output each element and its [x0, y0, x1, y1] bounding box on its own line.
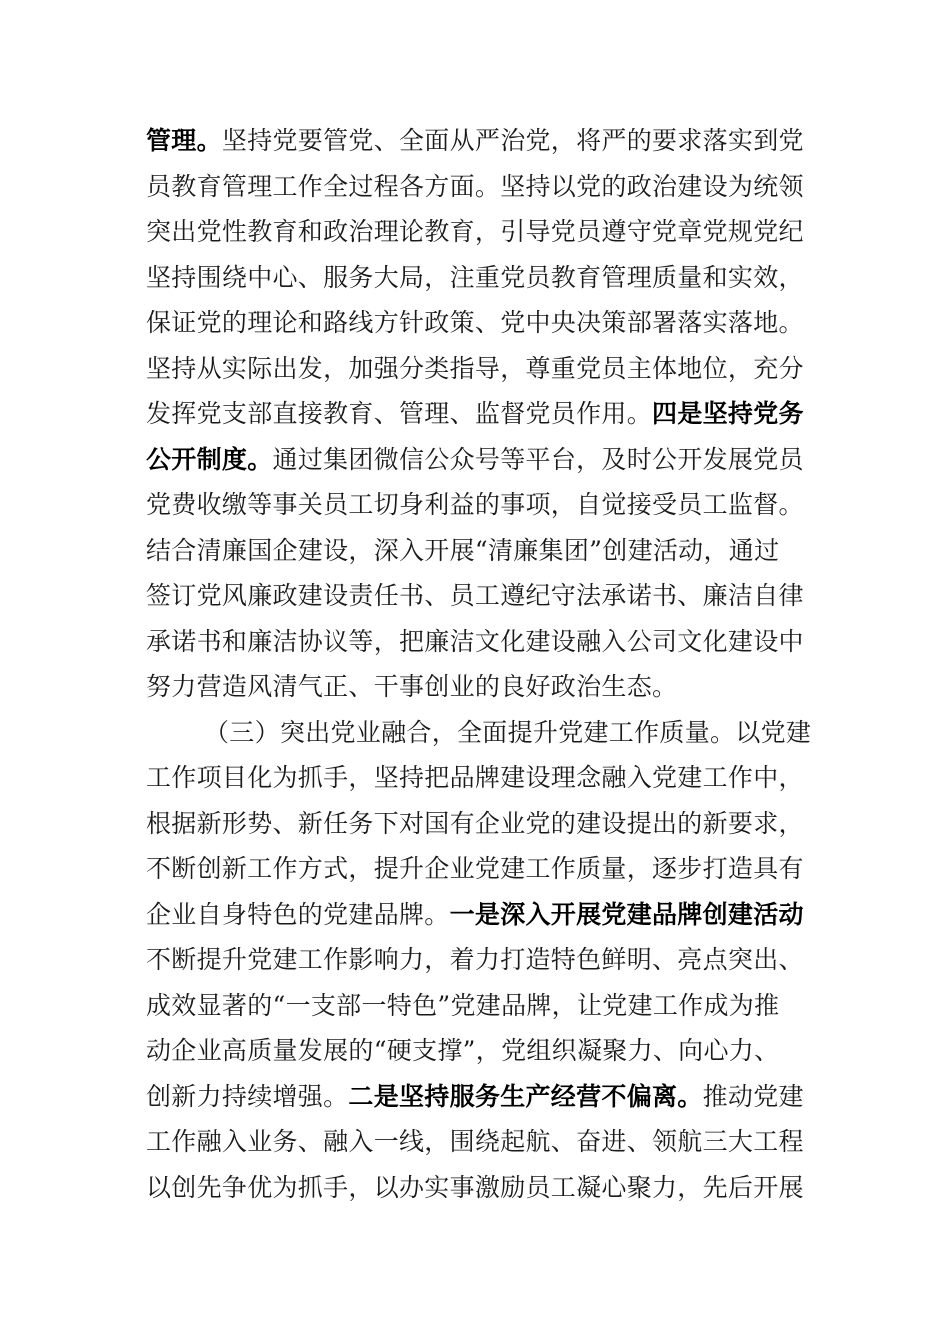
text-segment: 保证党的理论和路线方针政策、党中央决策部署落实落地。: [146, 308, 804, 337]
bold-text-segment: 四是坚持党务: [652, 399, 804, 428]
text-segment: 工作项目化为抓手，坚持把品牌建设理念融入党建工作中，: [146, 763, 804, 792]
text-line: [146, 937, 810, 983]
text-line: [146, 801, 810, 847]
text-segment: 企业自身特色的党建品牌。: [146, 899, 450, 929]
text-line: [146, 437, 810, 483]
text-line: [146, 346, 810, 392]
bold-text-segment: 管理。: [146, 126, 222, 155]
text-line: [146, 209, 810, 255]
text-line: [146, 528, 810, 574]
bold-text-segment: 一是深入开展党建品牌创建活动: [449, 899, 804, 929]
text-line: [146, 983, 810, 1029]
text-line: [146, 846, 810, 892]
text-line: [146, 1165, 810, 1211]
text-segment: 工作融入业务、融入一线，围绕起航、奋进、领航三大工程: [146, 1127, 804, 1156]
text-segment: 努力营造风清气正、干事创业的良好政治生态。: [146, 672, 678, 701]
text-segment: 创新力持续增强。: [146, 1081, 349, 1111]
text-segment: 成效显著的“一支部一特色”党建品牌，让党建工作成为推: [146, 990, 780, 1020]
text-segment: 以党建: [735, 717, 812, 747]
text-segment: 承诺书和廉洁协议等，把廉洁文化建设融入公司文化建设中: [146, 626, 804, 656]
text-line: [146, 664, 810, 710]
text-segment: 根据新形势、新任务下对国有企业党的建设提出的新要求，: [146, 808, 804, 838]
text-line: [146, 391, 810, 437]
text-segment: 不断提升党建工作影响力，着力打造特色鲜明、亮点突出、: [146, 945, 804, 974]
text-line: [146, 1028, 810, 1074]
text-line: [146, 164, 810, 210]
text-segment: 以创先争优为抓手，以办实事激励员工凝心聚力，先后开展: [146, 1172, 804, 1202]
text-segment: 签订党风廉政建设责任书、员工遵纪守法承诺书、廉洁自律: [146, 581, 804, 610]
text-segment: 党费收缴等事关员工切身利益的事项，自觉接受员工监督。: [146, 490, 804, 519]
text-segment: 员教育管理工作全过程各方面。坚持以党的政治建设为统领: [146, 171, 804, 201]
text-segment: 不断创新工作方式，提升企业党建工作质量，逐步打造具有: [146, 854, 804, 883]
text-segment: 坚持从实际出发，加强分类指导，尊重党员主体地位，充分: [146, 353, 804, 383]
text-line: [146, 1074, 810, 1120]
text-segment: 结合清廉国企建设，深入开展“清廉集团”创建活动，通过: [146, 535, 780, 565]
document-page: [146, 118, 810, 1210]
text-line: [146, 892, 810, 938]
text-line: [146, 1119, 810, 1165]
text-line: [146, 255, 810, 301]
bold-text-segment: 公开制度。: [146, 444, 273, 474]
text-segment: 通过集团微信公众号等平台，及时公开发展党员: [272, 444, 804, 474]
text-segment: 突出党性教育和政治理论教育，引导党员遵守党章党规党纪: [146, 217, 804, 246]
text-segment: （三）突出党业融合，全面提升党建工作质量。: [204, 717, 736, 747]
text-line: [146, 573, 810, 619]
text-line: [146, 710, 810, 756]
text-segment: 发挥党支部直接教育、管理、监督党员作用。: [146, 399, 653, 428]
text-segment: 坚持围绕中心、服务大局，注重党员教育管理质量和实效，: [146, 262, 804, 292]
text-line: [146, 300, 810, 346]
text-line: [146, 118, 810, 164]
text-line: [146, 482, 810, 528]
bold-text-segment: 二是坚持服务生产经营不偏离。: [348, 1081, 703, 1111]
text-line: [146, 755, 810, 801]
text-segment: 推动党建: [702, 1081, 804, 1111]
text-line: [146, 619, 810, 665]
text-segment: 坚持党要管党、全面从严治党，将严的要求落实到党: [221, 126, 804, 155]
text-segment: 动企业高质量发展的“硬支撑”，党组织凝聚力、向心力、: [146, 1036, 780, 1065]
